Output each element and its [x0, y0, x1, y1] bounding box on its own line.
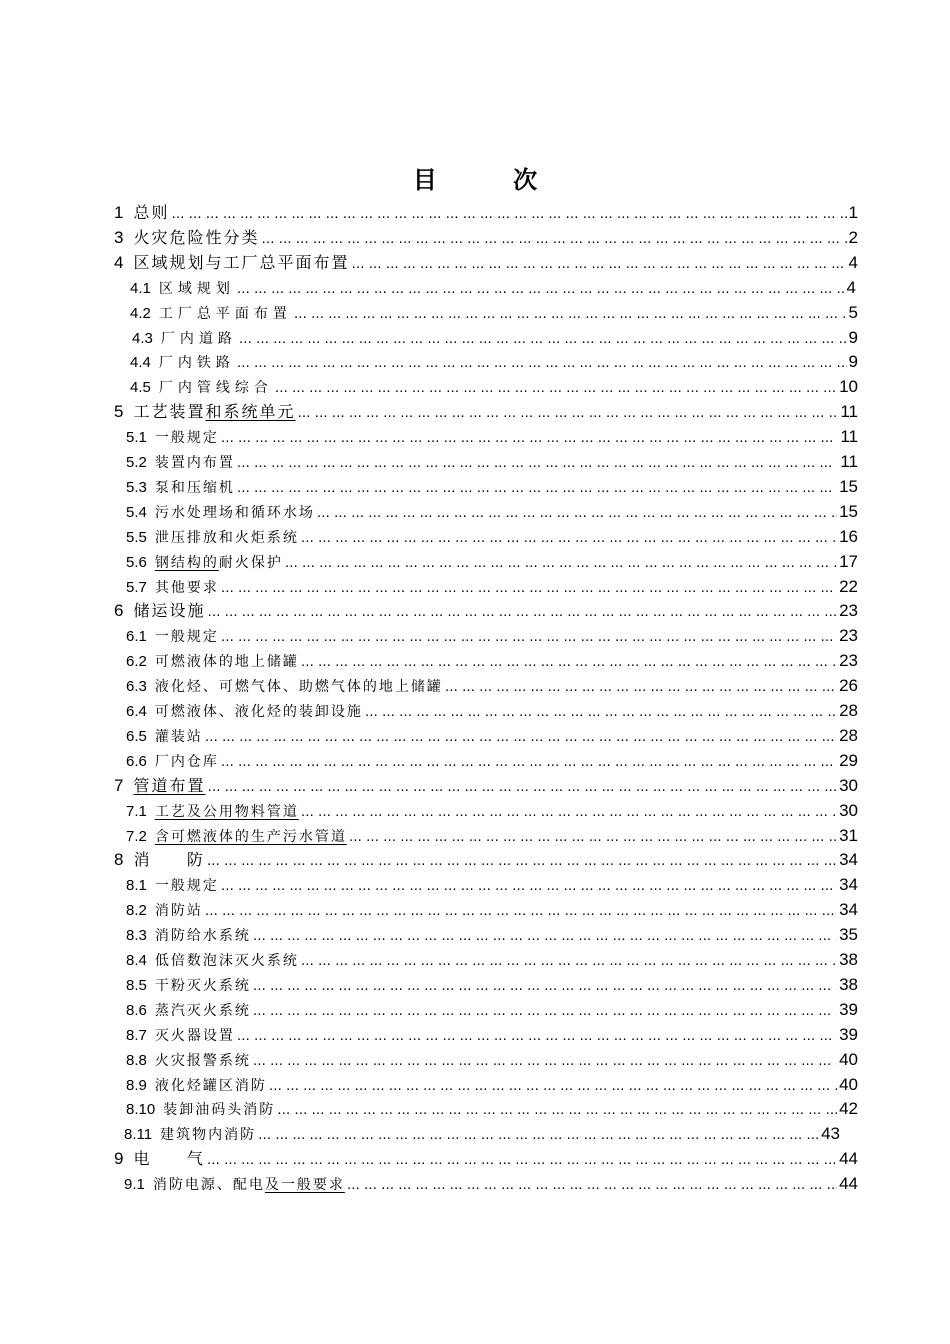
toc-entry-number: 7.2 — [126, 827, 147, 845]
toc-entry-label: 污水处理场和循环水场 — [154, 504, 315, 521]
toc-entry-number: 8.10 — [126, 1101, 156, 1119]
toc-entry — [126, 823, 858, 848]
toc-entry-number: 5 — [114, 402, 124, 422]
toc-entry-number: 3 — [114, 227, 124, 247]
toc-entry — [130, 300, 858, 325]
toc-entry-label: 管道布置 — [133, 775, 206, 795]
toc-entry — [114, 1146, 858, 1171]
dot-leader — [207, 1148, 837, 1173]
toc-entry — [114, 225, 858, 250]
toc-entry — [114, 598, 858, 623]
dot-leader — [301, 949, 837, 974]
dot-leader — [207, 600, 837, 625]
dot-leader — [269, 1074, 837, 1099]
toc-entry-label: 厂内道路 — [160, 330, 237, 347]
toc-entry-number: 5.3 — [126, 478, 147, 496]
dot-leader — [171, 202, 846, 227]
toc-entry-number: 5.6 — [126, 553, 147, 571]
toc-entry-label: 一般规定 — [154, 629, 219, 646]
toc-entry-page: 4 — [848, 252, 858, 272]
dot-leader — [317, 501, 837, 526]
toc-entry — [126, 972, 858, 997]
toc-entry-page: 29 — [839, 750, 858, 770]
toc-entry-label: 火灾危险性分类 — [133, 227, 260, 247]
toc-entry — [124, 1171, 858, 1196]
toc-entry — [124, 1121, 840, 1146]
toc-entry — [114, 250, 858, 275]
dot-leader — [237, 1024, 837, 1049]
toc-entry-page: 22 — [839, 576, 858, 596]
toc-entry-number: 8.9 — [126, 1076, 147, 1094]
dot-leader — [347, 1173, 837, 1198]
dot-leader — [207, 849, 837, 874]
toc-entry-label: 电 气 — [133, 1149, 205, 1169]
toc-entry-label: 工厂总平面布置 — [158, 305, 292, 322]
toc-entry-label: 灭火器设置 — [154, 1027, 235, 1044]
toc-entry-page: 44 — [839, 1174, 858, 1194]
toc-entry-label: 其他要求 — [154, 579, 219, 596]
toc-entry-page: 15 — [839, 501, 858, 521]
toc-entry-label: 装卸油码头消防 — [163, 1102, 276, 1119]
toc-entry — [126, 698, 858, 723]
dot-leader — [221, 874, 837, 899]
toc-entry-label: 消防站 — [154, 903, 203, 920]
dot-leader — [258, 1123, 819, 1148]
toc-entry-label: 工艺及公用物料管道 — [154, 803, 299, 820]
toc-entry-number: 6.1 — [126, 628, 147, 646]
dot-leader — [205, 725, 837, 750]
dot-leader — [349, 825, 837, 850]
toc-entry-page: 11 — [840, 452, 858, 471]
toc-entry-label: 建筑物内消防 — [160, 1127, 257, 1144]
toc-entry — [126, 673, 858, 698]
dot-leader — [205, 899, 837, 924]
toc-entry-page: 40 — [839, 1074, 858, 1094]
toc-entry-number: 7.1 — [126, 802, 147, 820]
toc-entry-number: 1 — [114, 203, 124, 222]
toc-entry-page: 31 — [839, 825, 858, 845]
toc-entry-number: 6.5 — [126, 727, 147, 745]
toc-entry-label: 装置内布置 — [154, 455, 235, 471]
toc-entry-number: 8.3 — [126, 927, 147, 945]
toc-entry — [126, 748, 858, 773]
toc-entry-label: 总则 — [133, 203, 170, 222]
toc-entry-page: 44 — [839, 1149, 858, 1169]
dot-leader — [294, 302, 847, 327]
toc-entry-label: 区域规划 — [158, 280, 235, 297]
toc-entry — [126, 897, 858, 922]
toc-entry-page: 17 — [839, 551, 858, 571]
toc-entry-page: 43 — [821, 1124, 840, 1144]
toc-entry-label: 厂内管线综合 — [158, 380, 273, 397]
toc-entry — [126, 872, 858, 897]
toc-entry — [126, 549, 858, 574]
toc-entry-number: 6 — [114, 601, 124, 621]
toc-entry-number: 8.11 — [124, 1126, 153, 1144]
toc-entry-label: 消防给水系统 — [154, 928, 251, 945]
toc-entry-page: 9 — [848, 352, 858, 372]
dot-leader — [221, 426, 838, 451]
toc-entry-page: 5 — [848, 302, 858, 322]
toc-entry-number: 9.1 — [124, 1176, 145, 1194]
dot-leader — [298, 401, 839, 426]
toc-entry-label: 干粉灭火系统 — [154, 977, 251, 994]
toc-entry — [126, 723, 858, 748]
toc-entry-number: 7 — [114, 775, 124, 795]
toc-entry-page: 9 — [848, 327, 858, 347]
toc-entry-page: 34 — [839, 875, 858, 895]
toc-entry-page: 28 — [839, 701, 858, 720]
dot-leader — [253, 974, 837, 999]
toc-entry-page: 10 — [839, 377, 858, 397]
toc-entry — [126, 1096, 858, 1121]
toc-entry-page: 15 — [839, 476, 858, 496]
toc-entry-label: 厂内仓库 — [154, 753, 219, 770]
dot-leader — [365, 700, 837, 725]
toc-entry-label: 钢结构的耐火保护 — [154, 554, 283, 571]
toc-entry — [126, 798, 858, 823]
toc-entry-page: 34 — [839, 850, 858, 870]
dot-leader — [285, 551, 837, 576]
toc-entry — [126, 449, 858, 474]
dot-leader — [301, 526, 837, 551]
toc-entry-label: 液化烃、可燃气体、助燃气体的地上储罐 — [154, 679, 443, 696]
dot-leader — [261, 227, 846, 252]
toc-entry-number: 8.5 — [126, 976, 147, 994]
toc-entry-label: 泵和压缩机 — [154, 479, 235, 496]
toc-entry — [130, 349, 858, 374]
toc-entry-number: 5.2 — [126, 454, 147, 471]
dot-leader — [221, 625, 837, 650]
dot-leader — [221, 750, 837, 775]
toc-entry-page: 42 — [839, 1099, 858, 1119]
toc-entry — [126, 499, 858, 524]
toc-entry-page: 23 — [839, 601, 858, 621]
dot-leader — [207, 775, 837, 800]
toc-entry-number: 8.8 — [126, 1051, 147, 1069]
toc-entry-number: 6.2 — [126, 653, 147, 671]
toc-entry — [130, 374, 858, 399]
toc-entry-page: 40 — [839, 1049, 858, 1069]
dot-leader — [253, 1049, 837, 1074]
toc-entry — [126, 947, 858, 972]
toc-entry-number: 8.6 — [126, 1001, 147, 1019]
toc-entry — [126, 524, 858, 549]
dot-leader — [277, 1098, 837, 1123]
dot-leader — [301, 650, 837, 675]
toc-entry — [126, 1022, 858, 1047]
toc-entry-page: 11 — [840, 427, 858, 447]
toc-entry-page: 2 — [848, 227, 858, 247]
dot-leader — [237, 451, 838, 476]
toc-entry-number: 9 — [114, 1149, 124, 1169]
dot-leader — [237, 277, 845, 302]
toc-entry-page: 16 — [839, 526, 858, 546]
dot-leader — [221, 576, 837, 601]
toc-entry-number: 8.2 — [126, 902, 147, 920]
toc-entry-number: 5.4 — [126, 503, 147, 521]
toc-entry — [114, 200, 858, 225]
toc-entry-number: 4.3 — [132, 329, 153, 347]
toc-entry-page: 23 — [839, 626, 858, 646]
toc-entry-number: 6.6 — [126, 752, 147, 770]
toc-entry-label: 消 防 — [133, 850, 205, 870]
toc-entry-number: 5.1 — [126, 429, 147, 447]
toc-entry-label: 可燃液体的地上储罐 — [154, 654, 299, 671]
dot-leader — [445, 675, 837, 700]
toc-entry-page: 30 — [839, 800, 858, 820]
toc-entry — [126, 474, 858, 499]
toc-entry-label: 一般规定 — [154, 430, 219, 447]
toc-entry — [114, 399, 858, 424]
toc-entry-label: 储运设施 — [133, 601, 206, 621]
toc-entry-label: 区域规划与工厂总平面布置 — [133, 252, 350, 272]
toc-entry — [126, 623, 858, 648]
toc-entry-number: 4 — [114, 252, 124, 272]
dot-leader — [239, 327, 847, 352]
toc-entry-label: 厂内铁路 — [158, 355, 235, 372]
toc-entry-label: 可燃液体、液化烃的装卸设施 — [154, 704, 363, 720]
toc-entry-number: 4.4 — [130, 354, 151, 372]
toc-entry — [132, 325, 858, 350]
dot-leader — [301, 800, 837, 825]
toc-entry-label: 消防电源、配电及一般要求 — [152, 1177, 345, 1194]
toc-entry — [130, 275, 856, 300]
toc-entry — [126, 1047, 858, 1072]
toc-entry-page: 35 — [839, 925, 858, 945]
toc-entry — [114, 773, 858, 798]
toc-entry-label: 蒸汽灭火系统 — [154, 1002, 251, 1019]
dot-leader — [237, 351, 847, 376]
toc-entry-page: 23 — [839, 651, 858, 671]
toc-entry-label: 含可燃液体的生产污水管道 — [154, 828, 347, 845]
toc-entry-label: 一般规定 — [154, 878, 219, 895]
toc-entry-page: 4 — [846, 277, 856, 297]
toc-entry-page: 28 — [839, 725, 858, 745]
toc-entry-number: 5.5 — [126, 528, 147, 546]
toc-entry-page: 26 — [839, 676, 858, 696]
toc-entry-page: 39 — [839, 999, 858, 1019]
dot-leader — [351, 252, 846, 277]
toc-entry-label: 液化烃罐区消防 — [154, 1077, 267, 1094]
toc-entry-label: 灌装站 — [154, 728, 203, 745]
toc-entry-number: 8.4 — [126, 952, 147, 969]
toc-entry — [126, 648, 858, 673]
toc-entry — [126, 424, 858, 449]
toc-entry-number: 6.3 — [126, 678, 147, 696]
toc-entry-number: 8.7 — [126, 1026, 147, 1044]
toc-entry-page: 38 — [839, 974, 858, 994]
dot-leader — [275, 376, 837, 401]
toc-entry-label: 低倍数泡沫灭火系统 — [154, 953, 299, 969]
toc-entry-number: 4.2 — [130, 304, 151, 322]
toc-entry-number: 5.7 — [126, 578, 147, 596]
toc-entry-number: 6.4 — [126, 703, 147, 720]
toc-entry-page: 30 — [839, 775, 858, 795]
toc-entry-page: 34 — [839, 900, 858, 920]
dot-leader — [253, 924, 837, 949]
toc-entry — [126, 997, 858, 1022]
toc-entry-page: 38 — [839, 950, 858, 969]
toc-entry-page: 39 — [839, 1024, 858, 1044]
dot-leader — [253, 999, 837, 1024]
toc-entry — [126, 1072, 858, 1097]
toc-entry — [126, 574, 858, 599]
toc-entry-number: 8 — [114, 850, 124, 870]
toc-entry-label: 泄压排放和火炬系统 — [154, 529, 299, 546]
dot-leader — [237, 476, 837, 501]
toc-entry-number: 8.1 — [126, 877, 147, 895]
page-title: 目 次 — [412, 165, 572, 194]
toc-entry — [126, 922, 858, 947]
toc-entry-number: 4.1 — [130, 279, 151, 297]
toc-entry-page: 11 — [840, 402, 858, 422]
toc-entry-page: 1 — [848, 203, 858, 222]
toc-entry-label: 工艺装置和系统单元 — [133, 402, 296, 422]
toc-entry-label: 火灾报警系统 — [154, 1052, 251, 1069]
toc-entry-number: 4.5 — [130, 379, 151, 397]
toc-entry — [114, 847, 858, 872]
